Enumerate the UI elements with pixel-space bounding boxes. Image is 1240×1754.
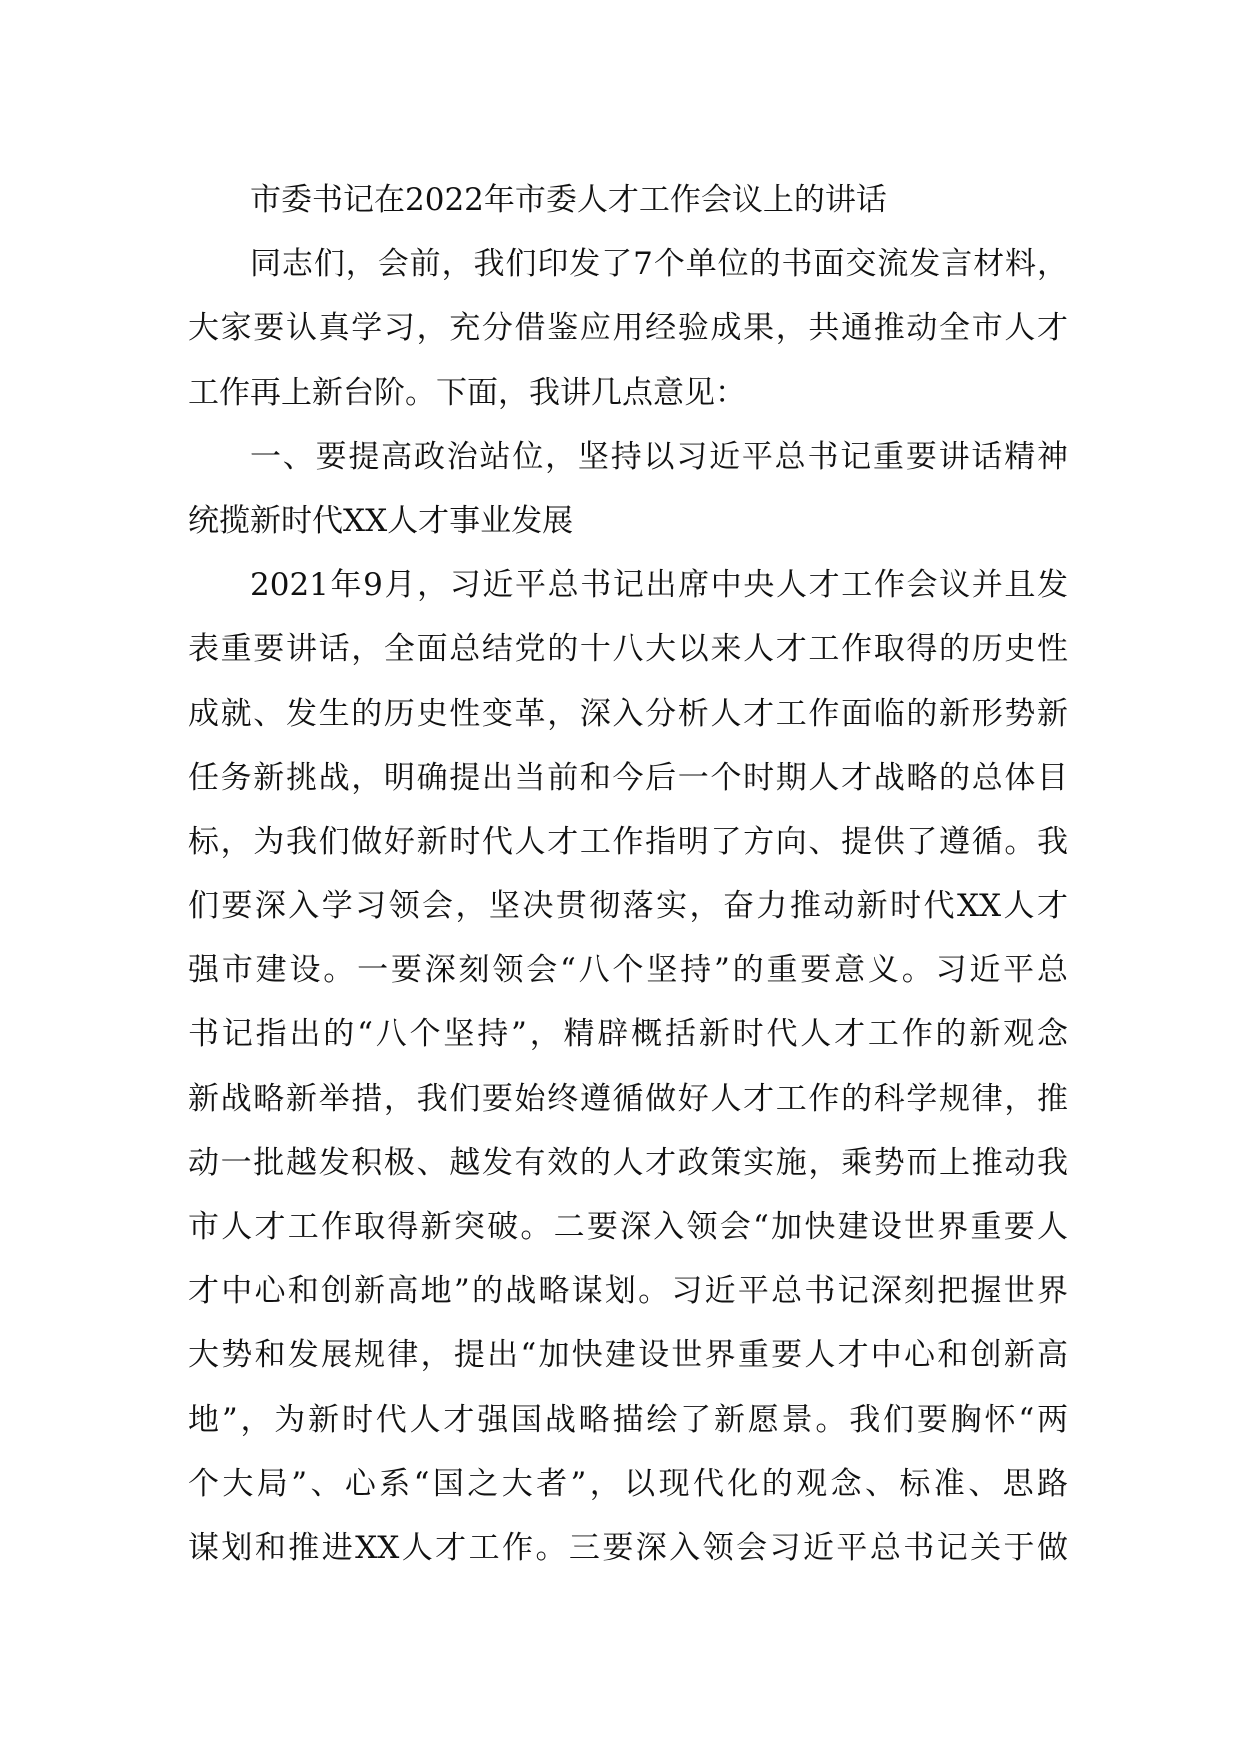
paragraph-line: 大家要认真学习，充分借鉴应用经验成果，共通推动全市人才 [188, 310, 1068, 347]
speech-title: 市委书记在2022年市委人才工作会议上的讲话 [250, 182, 887, 218]
paragraph-line: 个大局”、心系“国之大者”，以现代化的观念、标准、思路 [188, 1465, 1068, 1502]
paragraph-line: 地”，为新时代人才强国战略描绘了新愿景。我们要胸怀“两 [188, 1401, 1068, 1438]
paragraph-line: 表重要讲话，全面总结党的十八大以来人才工作取得的历史性 [188, 631, 1068, 668]
paragraph-line: 工作再上新台阶。下面，我讲几点意见： [188, 374, 746, 411]
paragraph-line: 书记指出的“八个坚持”，精辟概括新时代人才工作的新观念 [188, 1016, 1068, 1053]
section-heading-line: 统揽新时代XX人才事业发展 [188, 502, 574, 539]
speech-text [188, 168, 1068, 1580]
paragraph-line: 强市建设。一要深刻领会“八个坚持”的重要意义。习近平总 [188, 952, 1068, 989]
paragraph-line: 们要深入学习领会，坚决贯彻落实，奋力推动新时代XX人才 [188, 888, 1068, 925]
paragraph-line: 动一批越发积极、越发有效的人才政策实施，乘势而上推动我 [188, 1144, 1068, 1181]
paragraph-line: 成就、发生的历史性变革，深入分析人才工作面临的新形势新 [188, 695, 1068, 732]
paragraph-line: 大势和发展规律，提出“加快建设世界重要人才中心和创新高 [188, 1337, 1068, 1374]
paragraph-line: 才中心和创新高地”的战略谋划。习近平总书记深刻把握世界 [188, 1273, 1068, 1310]
paragraph-line: 2021年9月，习近平总书记出席中央人才工作会议并且发 [250, 567, 1068, 604]
paragraph-line: 市人才工作取得新突破。二要深入领会“加快建设世界重要人 [188, 1209, 1068, 1245]
paragraph-line: 标，为我们做好新时代人才工作指明了方向、提供了遵循。我 [188, 823, 1068, 860]
section-heading-line: 一、要提高政治站位，坚持以习近平总书记重要讲话精神 [250, 438, 1068, 475]
paragraph-line: 新战略新举措，我们要始终遵循做好人才工作的科学规律，推 [188, 1080, 1068, 1117]
paragraph-line: 谋划和推进XX人才工作。三要深入领会习近平总书记关于做 [188, 1529, 1068, 1566]
paragraph-line: 同志们，会前，我们印发了7个单位的书面交流发言材料， [250, 246, 1068, 283]
paragraph-line: 任务新挑战，明确提出当前和今后一个时期人才战略的总体目 [188, 759, 1068, 796]
